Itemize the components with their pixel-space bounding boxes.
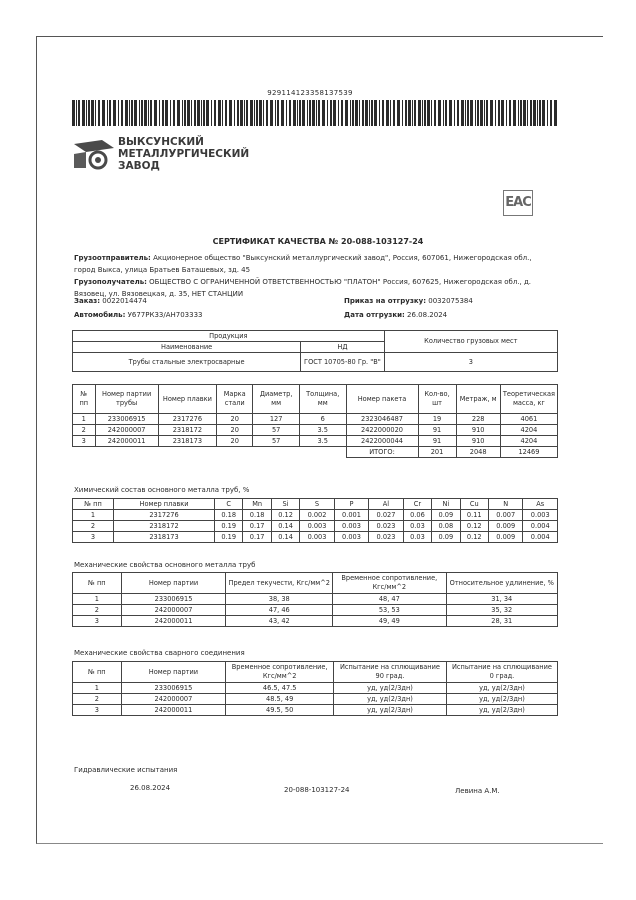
mech-title: Механические свойства основного металла труб bbox=[74, 561, 256, 569]
table-cell: 47, 46 bbox=[226, 605, 333, 616]
table-cell: 0.11 bbox=[460, 510, 488, 521]
table-cell: 2318173 bbox=[158, 436, 216, 447]
logo-line-2: МЕТАЛЛУРГИЧЕСКИЙ bbox=[118, 148, 250, 160]
table-cell: 2318173 bbox=[114, 532, 215, 543]
table-cell: 46.5, 47.5 bbox=[226, 683, 334, 694]
table-cell: 20 bbox=[217, 414, 253, 425]
table-cell: 233006915 bbox=[121, 683, 226, 694]
table-cell: 910 bbox=[456, 425, 500, 436]
product-places: 3 bbox=[384, 353, 557, 372]
table-cell: 1 bbox=[73, 414, 96, 425]
table-cell: 242000007 bbox=[121, 694, 226, 705]
table-cell: уд, уд(2/3дн) bbox=[446, 705, 557, 716]
car-line bbox=[74, 311, 202, 319]
weld-title: Механические свойства сварного соединения bbox=[74, 649, 245, 657]
table-row bbox=[73, 425, 558, 436]
chem-header-5: S bbox=[300, 499, 334, 510]
main_table-header-2: Номер плавки bbox=[158, 385, 216, 414]
mech-header-2: Предел текучести, Кгс/мм^2 bbox=[226, 573, 333, 594]
mech-header-4: Относительное удлинение, % bbox=[446, 573, 557, 594]
chem-header-11: N bbox=[488, 499, 522, 510]
table-cell: 4061 bbox=[500, 414, 557, 425]
footer-signer: Левина А.М. bbox=[455, 787, 500, 795]
table-cell: 20 bbox=[217, 425, 253, 436]
table-cell: 242000011 bbox=[121, 705, 226, 716]
table-row bbox=[73, 414, 558, 425]
table-cell: 28, 31 bbox=[446, 616, 557, 627]
table-cell: 43, 42 bbox=[226, 616, 333, 627]
total-mass: 12469 bbox=[500, 447, 557, 458]
table-cell: 0.023 bbox=[369, 532, 403, 543]
table-cell: 0.009 bbox=[488, 532, 522, 543]
table-row bbox=[73, 436, 558, 447]
order-value: 0022014474 bbox=[102, 297, 147, 305]
chem-header-9: Ni bbox=[432, 499, 460, 510]
table-cell: 48.5, 49 bbox=[226, 694, 334, 705]
table-cell: 0.17 bbox=[243, 532, 271, 543]
table-cell: 2318172 bbox=[158, 425, 216, 436]
table-cell: 2422000020 bbox=[346, 425, 418, 436]
chem-header-10: Cu bbox=[460, 499, 488, 510]
table-cell: 0.004 bbox=[523, 532, 558, 543]
table-cell: 233006915 bbox=[121, 594, 226, 605]
weld-header-1: Номер партии bbox=[121, 662, 226, 683]
ship-order-label: Приказ на отгрузку: bbox=[344, 297, 427, 305]
table-row bbox=[73, 705, 558, 716]
table-cell: 0.06 bbox=[403, 510, 431, 521]
table-cell: 242000007 bbox=[95, 425, 158, 436]
table-cell: 0.027 bbox=[369, 510, 403, 521]
table-cell: 57 bbox=[253, 436, 300, 447]
shipper-line bbox=[74, 252, 554, 276]
nd-header: НД bbox=[301, 342, 384, 353]
table-cell: 53, 53 bbox=[333, 605, 446, 616]
barcode-image bbox=[72, 100, 557, 126]
name-header: Наименование bbox=[73, 342, 301, 353]
table-cell: уд, уд(2/3дн) bbox=[334, 683, 447, 694]
table-cell: 0.007 bbox=[488, 510, 522, 521]
footer-date: 26.08.2024 bbox=[130, 784, 171, 792]
order-label: Заказ: bbox=[74, 297, 101, 305]
mech-header-0: № пп bbox=[73, 573, 122, 594]
chem-header-6: P bbox=[334, 499, 368, 510]
chem-header-1: Номер плавки bbox=[114, 499, 215, 510]
table-cell: 0.001 bbox=[334, 510, 368, 521]
table-cell: уд, уд(2/3дн) bbox=[446, 694, 557, 705]
table-cell: 0.14 bbox=[271, 521, 299, 532]
table-cell: 2422000044 bbox=[346, 436, 418, 447]
table-cell: 38, 38 bbox=[226, 594, 333, 605]
shipment-info bbox=[74, 252, 554, 300]
table-cell: 0.08 bbox=[432, 521, 460, 532]
chem-header-2: C bbox=[215, 499, 243, 510]
table-cell: 35, 32 bbox=[446, 605, 557, 616]
shipper-value: Акционерное общество "Выксунский металлургический завод", Россия, 607061, Нижегородская обл., город Выкса, улица Братьев Баташевых, зд. 45 bbox=[74, 254, 532, 274]
table-cell: 0.09 bbox=[432, 532, 460, 543]
table-cell: 91 bbox=[418, 436, 456, 447]
table-cell: 0.12 bbox=[460, 532, 488, 543]
table-cell: 2 bbox=[73, 694, 122, 705]
main_table-header-1: Номер партии трубы bbox=[95, 385, 158, 414]
weld-header-4: Испытание на сплющивание 0 град. bbox=[446, 662, 557, 683]
table-cell: 2317276 bbox=[158, 414, 216, 425]
main_table-header-8: Метраж, м bbox=[456, 385, 500, 414]
table-cell: уд, уд(2/3дн) bbox=[446, 683, 557, 694]
table-row bbox=[73, 616, 558, 627]
table-cell: 0.03 bbox=[403, 521, 431, 532]
ship-order-value: 0032075384 bbox=[428, 297, 473, 305]
eac-mark: EAC bbox=[503, 190, 533, 216]
main_table-header-3: Марка стали bbox=[217, 385, 253, 414]
chem-header-4: Si bbox=[271, 499, 299, 510]
table-cell: 228 bbox=[456, 414, 500, 425]
barcode-number: 929114123358137539 bbox=[267, 89, 353, 97]
table-cell: 0.009 bbox=[488, 521, 522, 532]
table-row bbox=[73, 532, 558, 543]
table-cell: 1 bbox=[73, 683, 122, 694]
table-cell: 0.003 bbox=[334, 532, 368, 543]
table-cell: 49.5, 50 bbox=[226, 705, 334, 716]
table-cell: 242000007 bbox=[121, 605, 226, 616]
product-header: Продукция bbox=[73, 331, 385, 342]
table-cell: 0.004 bbox=[523, 521, 558, 532]
table-cell: 91 bbox=[418, 425, 456, 436]
main_table-header-6: Номер пакета bbox=[346, 385, 418, 414]
table-cell: 1 bbox=[73, 594, 122, 605]
table-row bbox=[73, 694, 558, 705]
weld-header-0: № пп bbox=[73, 662, 122, 683]
table-cell: 0.14 bbox=[271, 532, 299, 543]
mech-header-1: Номер партии bbox=[121, 573, 226, 594]
table-cell: 0.09 bbox=[432, 510, 460, 521]
chem-header-7: Al bbox=[369, 499, 403, 510]
table-row bbox=[73, 683, 558, 694]
table-cell: 0.002 bbox=[300, 510, 334, 521]
consignee-label: Грузополучатель: bbox=[74, 278, 147, 286]
table-cell: 0.18 bbox=[215, 510, 243, 521]
table-cell: 0.19 bbox=[215, 532, 243, 543]
table-cell: 0.023 bbox=[369, 521, 403, 532]
table-cell: уд, уд(2/3дн) bbox=[334, 705, 447, 716]
weld-table bbox=[72, 661, 558, 716]
certificate-title: СЕРТИФИКАТ КАЧЕСТВА № 20-088-103127-24 bbox=[212, 237, 424, 246]
main_table-header-7: Кол-во, шт bbox=[418, 385, 456, 414]
table-cell: 242000011 bbox=[95, 436, 158, 447]
table-cell: 3 bbox=[73, 705, 122, 716]
product-nd: ГОСТ 10705-80 Гр. "В" bbox=[301, 353, 384, 372]
table-cell: 0.17 bbox=[243, 521, 271, 532]
table-cell: 2 bbox=[73, 425, 96, 436]
main_table-header-9: Теоретическая масса, кг bbox=[500, 385, 557, 414]
table-cell: 127 bbox=[253, 414, 300, 425]
logo-line-1: ВЫКСУНСКИЙ bbox=[118, 136, 204, 148]
mech-table bbox=[72, 572, 558, 627]
chem-header-3: Mn bbox=[243, 499, 271, 510]
chem-title: Химический состав основного металла труб, % bbox=[74, 486, 250, 494]
ship-date-line bbox=[344, 311, 447, 319]
table-cell: 4204 bbox=[500, 425, 557, 436]
product-table bbox=[72, 330, 558, 372]
total-label: ИТОГО: bbox=[346, 447, 418, 458]
table-cell: 0.03 bbox=[403, 532, 431, 543]
weld-header-2: Временное сопротивление, Кгс/мм^2 bbox=[226, 662, 334, 683]
order-line bbox=[74, 297, 147, 305]
table-cell: 0.19 bbox=[215, 521, 243, 532]
table-cell: 49, 49 bbox=[333, 616, 446, 627]
consignee-value: ОБЩЕСТВО С ОГРАНИЧЕННОЙ ОТВЕТСТВЕННОСТЬЮ "ПЛАТОН" Россия, 607625, Нижегородская обл., д. Вязовец, ул. Вязовецкая, д. 35, НЕТ СТАНЦИИ bbox=[74, 278, 532, 298]
table-cell: 3.5 bbox=[299, 425, 346, 436]
table-cell: 0.003 bbox=[300, 532, 334, 543]
table-cell: 1 bbox=[73, 510, 114, 521]
table-cell: 31, 34 bbox=[446, 594, 557, 605]
car-value: У677РК33/АН703333 bbox=[127, 311, 203, 319]
chem-header-8: Cr bbox=[403, 499, 431, 510]
table-cell: уд, уд(2/3дн) bbox=[334, 694, 447, 705]
table-cell: 3 bbox=[73, 436, 96, 447]
table-cell: 48, 47 bbox=[333, 594, 446, 605]
footer-cert-number: 20-088-103127-24 bbox=[284, 786, 350, 794]
table-cell: 3 bbox=[73, 532, 114, 543]
table-cell: 2323046487 bbox=[346, 414, 418, 425]
table-cell: 3.5 bbox=[299, 436, 346, 447]
table-cell: 242000011 bbox=[121, 616, 226, 627]
table-row bbox=[73, 521, 558, 532]
table-row bbox=[73, 594, 558, 605]
table-row bbox=[73, 510, 558, 521]
ship-date-value: 26.08.2024 bbox=[407, 311, 448, 319]
table-cell: 2 bbox=[73, 521, 114, 532]
table-cell: 910 bbox=[456, 436, 500, 447]
table-cell: 0.12 bbox=[271, 510, 299, 521]
ship-order-line bbox=[344, 297, 473, 305]
logo-line-3: ЗАВОД bbox=[118, 160, 160, 172]
table-cell: 2318172 bbox=[114, 521, 215, 532]
weld-header-3: Испытание на сплющивание 90 град. bbox=[334, 662, 447, 683]
mech-header-3: Временное сопротивление, Кгс/мм^2 bbox=[333, 573, 446, 594]
shipper-label: Грузоотправитель: bbox=[74, 254, 151, 262]
pipes-table bbox=[72, 384, 558, 458]
ship-date-label: Дата отгрузки: bbox=[344, 311, 405, 319]
table-cell: 19 bbox=[418, 414, 456, 425]
vmz-logo-icon bbox=[72, 138, 116, 170]
table-cell: 0.12 bbox=[460, 521, 488, 532]
table-cell: 3 bbox=[73, 616, 122, 627]
table-cell: 0.003 bbox=[334, 521, 368, 532]
table-cell: 2 bbox=[73, 605, 122, 616]
table-cell: 4204 bbox=[500, 436, 557, 447]
table-cell: 0.003 bbox=[523, 510, 558, 521]
table-cell: 57 bbox=[253, 425, 300, 436]
chem-header-12: As bbox=[523, 499, 558, 510]
chem-table bbox=[72, 498, 558, 543]
table-cell: 2317276 bbox=[114, 510, 215, 521]
table-cell: 6 bbox=[299, 414, 346, 425]
main_table-header-0: № пп bbox=[73, 385, 96, 414]
total-length: 2048 bbox=[456, 447, 500, 458]
main_table-header-4: Диаметр, мм bbox=[253, 385, 300, 414]
main_table-header-5: Толщина, мм bbox=[299, 385, 346, 414]
table-cell: 233006915 bbox=[95, 414, 158, 425]
hydro-label: Гидравлические испытания bbox=[74, 766, 178, 774]
total-qty: 201 bbox=[418, 447, 456, 458]
chem-header-0: № пп bbox=[73, 499, 114, 510]
table-row bbox=[73, 605, 558, 616]
car-label: Автомобиль: bbox=[74, 311, 126, 319]
table-cell: 20 bbox=[217, 436, 253, 447]
table-cell: 0.18 bbox=[243, 510, 271, 521]
product-name: Трубы стальные электросварные bbox=[73, 353, 301, 372]
company-logo-text bbox=[118, 136, 249, 172]
table-cell: 0.003 bbox=[300, 521, 334, 532]
places-header: Количество грузовых мест bbox=[384, 331, 557, 353]
